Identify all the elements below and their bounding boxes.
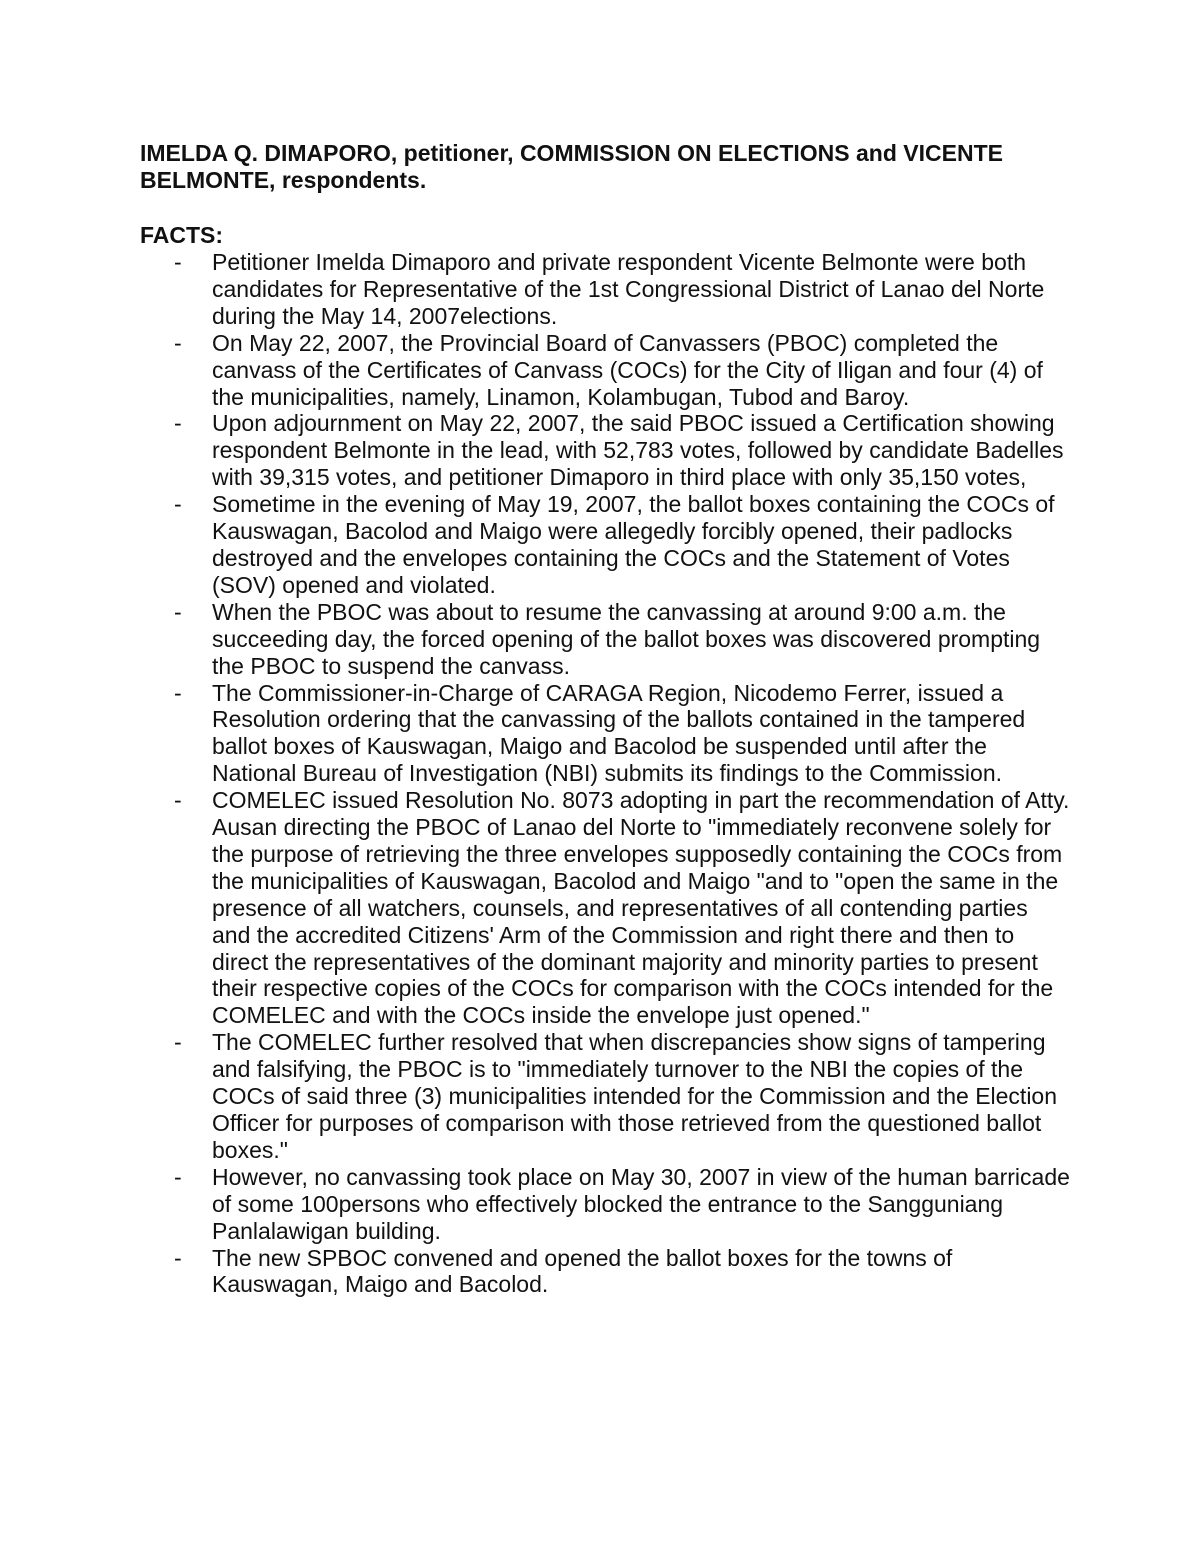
fact-text: Sometime in the evening of May 19, 2007, the ballot boxes containing the COCs of Kauswagan, Bacolod and Maigo were allegedly forcibly opened, their padlocks destroyed and the envelopes containing the COCs and the Statement of Votes (SOV) opened and violated. bbox=[212, 491, 1055, 598]
fact-item bbox=[140, 249, 1070, 330]
fact-text: The new SPBOC convened and opened the ballot boxes for the towns of Kauswagan, Maigo and Bacolod. bbox=[212, 1244, 953, 1298]
bullet-dash: - bbox=[174, 249, 182, 275]
bullet-dash: - bbox=[174, 491, 182, 518]
fact-item bbox=[140, 1164, 1070, 1245]
bullet-dash: - bbox=[174, 1163, 182, 1190]
facts-list bbox=[140, 249, 1070, 1298]
fact-item bbox=[140, 787, 1070, 1029]
bullet-dash: - bbox=[174, 329, 182, 356]
fact-text: The COMELEC further resolved that when discrepancies show signs of tampering and falsifying, the PBOC is to "immediately turnover to the NBI the copies of the COCs of said three (3) municipalities intended for the Commission and the Election Officer for purposes of comparison with those retrieved from the questioned ballot boxes." bbox=[212, 1029, 1058, 1163]
fact-text: The Commissioner-in-Charge of CARAGA Region, Nicodemo Ferrer, issued a Resolution ordering that the canvassing of the ballots contained in the tampered ballot boxes of Kauswagan, Maigo and Bacolod be suspended until after the National Bureau of Investigation (NBI) submits its findings to the Commission. bbox=[212, 679, 1026, 787]
fact-item bbox=[140, 1245, 1070, 1299]
fact-item bbox=[140, 410, 1070, 491]
document-page bbox=[140, 140, 1070, 1298]
fact-text: Petitioner Imelda Dimaporo and private respondent Vicente Belmonte were both candidates for Representative of the 1st Congressional District of Lanao del Norte during the May 14, 2007elections. bbox=[212, 249, 1045, 329]
bullet-dash: - bbox=[174, 787, 182, 814]
fact-item bbox=[140, 680, 1070, 788]
fact-text: However, no canvassing took place on May 30, 2007 in view of the human barricade of some 100persons who effectively blocked the entrance to the Sangguniang Panlalawigan building. bbox=[212, 1163, 1070, 1244]
fact-item bbox=[140, 330, 1070, 411]
bullet-dash: - bbox=[174, 679, 182, 706]
fact-item bbox=[140, 599, 1070, 680]
fact-text: On May 22, 2007, the Provincial Board of Canvassers (PBOC) completed the canvass of the Certificates of Canvass (COCs) for the City of Iligan and four (4) of the municipalities, namely, Linamon, Kolambugan, Tubod and Baroy. bbox=[212, 329, 1043, 410]
bullet-dash: - bbox=[174, 598, 182, 625]
bullet-dash: - bbox=[174, 410, 182, 437]
fact-text: Upon adjournment on May 22, 2007, the said PBOC issued a Certification showing respondent Belmonte in the lead, with 52,783 votes, followed by candidate Badelles with 39,315 votes, and petitioner Dimaporo in third place with only 35,150 votes, bbox=[212, 410, 1064, 491]
bullet-dash: - bbox=[174, 1029, 182, 1056]
case-title: IMELDA Q. DIMAPORO, petitioner, COMMISSION ON ELECTIONS and VICENTE BELMONTE, respondents. bbox=[140, 140, 1003, 193]
fact-item bbox=[140, 491, 1070, 599]
fact-text: When the PBOC was about to resume the canvassing at around 9:00 a.m. the succeeding day, the forced opening of the ballot boxes was discovered prompting the PBOC to suspend the canvass. bbox=[212, 598, 1041, 679]
fact-text: COMELEC issued Resolution No. 8073 adopting in part the recommendation of Atty. Ausan directing the PBOC of Lanao del Norte to "immediately reconvene solely for the purpose of retrieving the three envelopes supposedly containing the COCs from the municipalities of Kauswagan, Bacolod and Maigo "and to "open the same in the presence of all watchers, counsels, and representatives of all contending parties and the accredited Citizens' Arm of the Commission and right there and then to direct the representatives of the dominant majority and minority parties to present their respective copies of the COCs for comparison with the COCs intended for the COMELEC and with the COCs inside the envelope just opened." bbox=[212, 787, 1070, 1029]
facts-heading: FACTS: bbox=[140, 222, 224, 248]
bullet-dash: - bbox=[174, 1244, 182, 1271]
fact-item bbox=[140, 1029, 1070, 1164]
